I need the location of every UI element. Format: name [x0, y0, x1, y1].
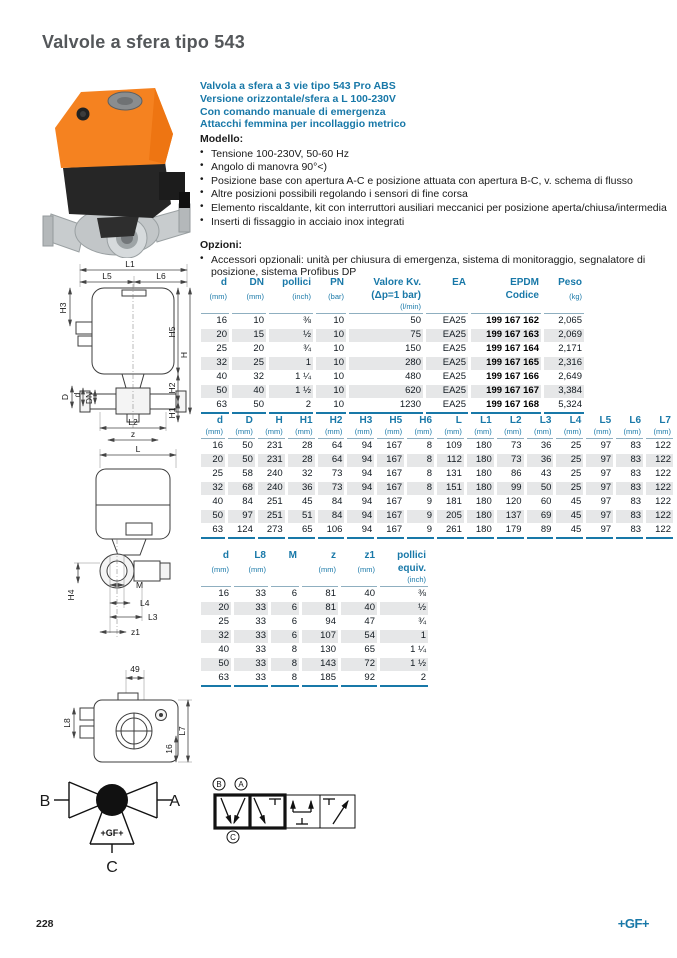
dim-label: H [179, 351, 189, 359]
table-row: 32 25 1 10 280 EA25 199 167 165 2,316 [201, 357, 584, 370]
flow-schema [205, 776, 365, 846]
thread-dimensions-table: d L8 M z z1 pollici (mm) (mm) (mm) (mm) equiv. (inch) 16 33 6 81 40 ⅜ 20 33 6 81 40 ½ 25 33 6 94 47 ¾ 32 33 6 107 54 1 40 33 8 130 65 1 ¼ 50 33 8 143 72 1 ½ 63 33 8 185 92 2 [198, 549, 431, 688]
table-row: 25 20 ¾ 10 150 EA25 199 167 164 2,171 [216, 343, 582, 355]
dim-label: H1 [167, 407, 177, 419]
schema-port-a: A [238, 780, 244, 789]
table-row: 20 15 ½ 10 75 EA25 199 167 163 2,069 [201, 329, 584, 342]
page-number: 228 [36, 918, 54, 930]
modello-list [200, 148, 668, 229]
gf-logo: +GF+ [617, 916, 649, 931]
dim-label: d [72, 392, 82, 398]
dim-label: L3 [148, 612, 158, 622]
opzioni-heading: Opzioni: [200, 239, 242, 251]
table-row: 40 33 8 130 65 1 ¼ [218, 644, 426, 656]
product-description [200, 80, 670, 131]
list-item: • Inserti di fissaggio in acciaio inox integrati [200, 216, 668, 229]
ordering-table: d DN pollici PN Valore Kv. EA EPDM Peso (mm) (mm) (inch) (bar) (Δp=1 bar) Codice (kg) (l/min) 16 10 ⅜ 10 50 EA25 199 167 162 2,065 20 15 ½ 10 75 EA25 199 167 163 2,069 25 20 ¾ 10 150 EA25 199 167 164 2,171 32 25 1 10 280 EA25 199 167 165 2,316 40 32 1 ¼ 10 480 EA25 199 167 166 2,649 50 40 1 ½ 10 620 EA25 199 167 167 3,384 63 50 2 10 1230 EA25 199 167 168 5,324 [198, 276, 587, 415]
table-row: 40 32 1 ¼ 10 480 EA25 199 167 166 2,649 [216, 371, 582, 383]
dim-label: 16 [164, 744, 174, 754]
top-view-drawing [30, 660, 195, 790]
dim-label: H4 [66, 589, 76, 601]
table-row: 63 33 8 185 92 2 [201, 672, 428, 687]
dimensions-table: d D H H1 H2 H3 H5 H6 L L1 L2 L3 L4 L5 L6 L7 (mm) (mm) (mm) (mm) (mm) (mm) (mm) (mm) (mm) (mm) (mm) (mm) (mm) (mm) (mm) (mm) 16 50 231 28 64 94 167 8 109 180 73 36 25 97 83 122 20 50 231 28 64 94 167 8 112 180 73 36 25 97 83 122 25 58 240 32 73 94 167 8 131 180 86 43 25 97 83 122 32 68 240 36 73 94 167 8 151 180 99 50 25 97 83 122 40 84 251 45 84 94 167 9 181 180 120 60 45 97 83 122 50 97 251 51 84 94 167 9 205 180 137 69 45 97 83 122 63 124 273 65 106 94 167 9 261 180 179 89 45 97 83 122 [198, 414, 676, 540]
gf-logo-mark: +GF+ [100, 828, 124, 838]
dim-label: L1 [125, 259, 135, 269]
schema-port-c: C [230, 833, 236, 842]
list-item: • Elemento riscaldante, kit con interruttori ausiliari meccanici per posizione aperta/chiusa/intermedia [200, 202, 668, 215]
thread-dimensions-table-wrapper [198, 549, 431, 688]
table-row: 32 33 6 107 54 1 [201, 630, 428, 643]
table-row: 50 33 8 143 72 1 ½ [201, 658, 428, 671]
table-row: 20 33 6 81 40 ½ [201, 602, 428, 615]
table-row: 50 40 1 ½ 10 620 EA25 199 167 167 3,384 [201, 385, 584, 398]
valve-symbol-drawing [32, 778, 182, 890]
dim-label: L2 [128, 417, 138, 427]
table-row: 63 124 273 65 106 94 167 9 261 180 179 89 45 97 83 122 [201, 524, 673, 539]
table-row: 16 33 6 81 40 ⅜ [218, 588, 426, 600]
dimensions-table-wrapper [198, 414, 676, 540]
dim-label: H3 [58, 302, 68, 314]
list-item: • Tensione 100-230V, 50-60 Hz [200, 148, 668, 161]
page-title: Valvole a sfera tipo 543 [42, 32, 245, 52]
side-view-drawing [30, 443, 195, 643]
table-row: 63 50 2 10 1230 EA25 199 167 168 5,324 [201, 399, 584, 414]
dim-label: 49 [130, 664, 140, 674]
port-c-label: C [106, 859, 118, 876]
port-a-label: A [169, 793, 180, 810]
dim-label: L4 [140, 598, 150, 608]
description-line: Versione orizzontale/sfera a L 100-230V [200, 92, 396, 105]
dim-label: H2 [167, 382, 177, 394]
opzioni-list [200, 254, 668, 279]
table-row: 50 97 251 51 84 94 167 9 205 180 137 69 45 97 83 122 [201, 510, 673, 523]
dim-label: L8 [62, 718, 72, 728]
table-row: 20 50 231 28 64 94 167 8 112 180 73 36 25 97 83 122 [201, 454, 673, 467]
table-row: 25 33 6 94 47 ¾ [218, 616, 426, 628]
ordering-table-wrapper [198, 276, 587, 415]
opzioni-section [200, 239, 668, 280]
dim-label: DN [84, 391, 94, 405]
description-line: Attacchi femmina per incollaggio metrico [200, 118, 406, 131]
table-row: 32 68 240 36 73 94 167 8 151 180 99 50 25 97 83 122 [201, 482, 673, 495]
modello-section [200, 133, 668, 229]
front-view-drawing [30, 256, 195, 448]
dim-label: H5 [167, 326, 177, 338]
dim-label: L7 [177, 726, 187, 736]
dim-label: D [60, 393, 70, 401]
description-line: Valvola a sfera a 3 vie tipo 543 Pro ABS [200, 80, 396, 92]
dim-label: L5 [102, 271, 112, 281]
product-photo [33, 76, 191, 258]
table-row: 25 58 240 32 73 94 167 8 131 180 86 43 25 97 83 122 [212, 467, 671, 479]
schema-port-b: B [216, 780, 222, 789]
list-item: • Accessori opzionali: unità per chiusura di emergenza, sistema di monitoraggio, segnalatore di posizione, sistema Profibus DP [200, 254, 668, 279]
dim-label: M [136, 580, 144, 590]
dim-label: z1 [131, 627, 140, 637]
table-row: 40 84 251 45 84 94 167 9 181 180 120 60 45 97 83 122 [212, 495, 671, 507]
list-item: • Posizione base con apertura A-C e posizione attuata con apertura B-C, v. schema di flusso [200, 175, 668, 188]
table-row: 16 10 ⅜ 10 50 EA25 199 167 162 2,065 [216, 315, 582, 327]
list-item: • Angolo di manovra 90°<) [200, 161, 668, 174]
port-b-label: B [39, 793, 51, 810]
table-row: 16 50 231 28 64 94 167 8 109 180 73 36 25 97 83 122 [212, 439, 671, 451]
list-item: • Altre posizioni possibili regolando i sensori di fine corsa [200, 188, 668, 201]
description-line: Con comando manuale di emergenza [200, 105, 386, 118]
dim-label: L6 [156, 271, 166, 281]
modello-heading: Modello: [200, 133, 244, 145]
dim-label: z [130, 429, 136, 439]
dim-label: L [135, 444, 141, 454]
